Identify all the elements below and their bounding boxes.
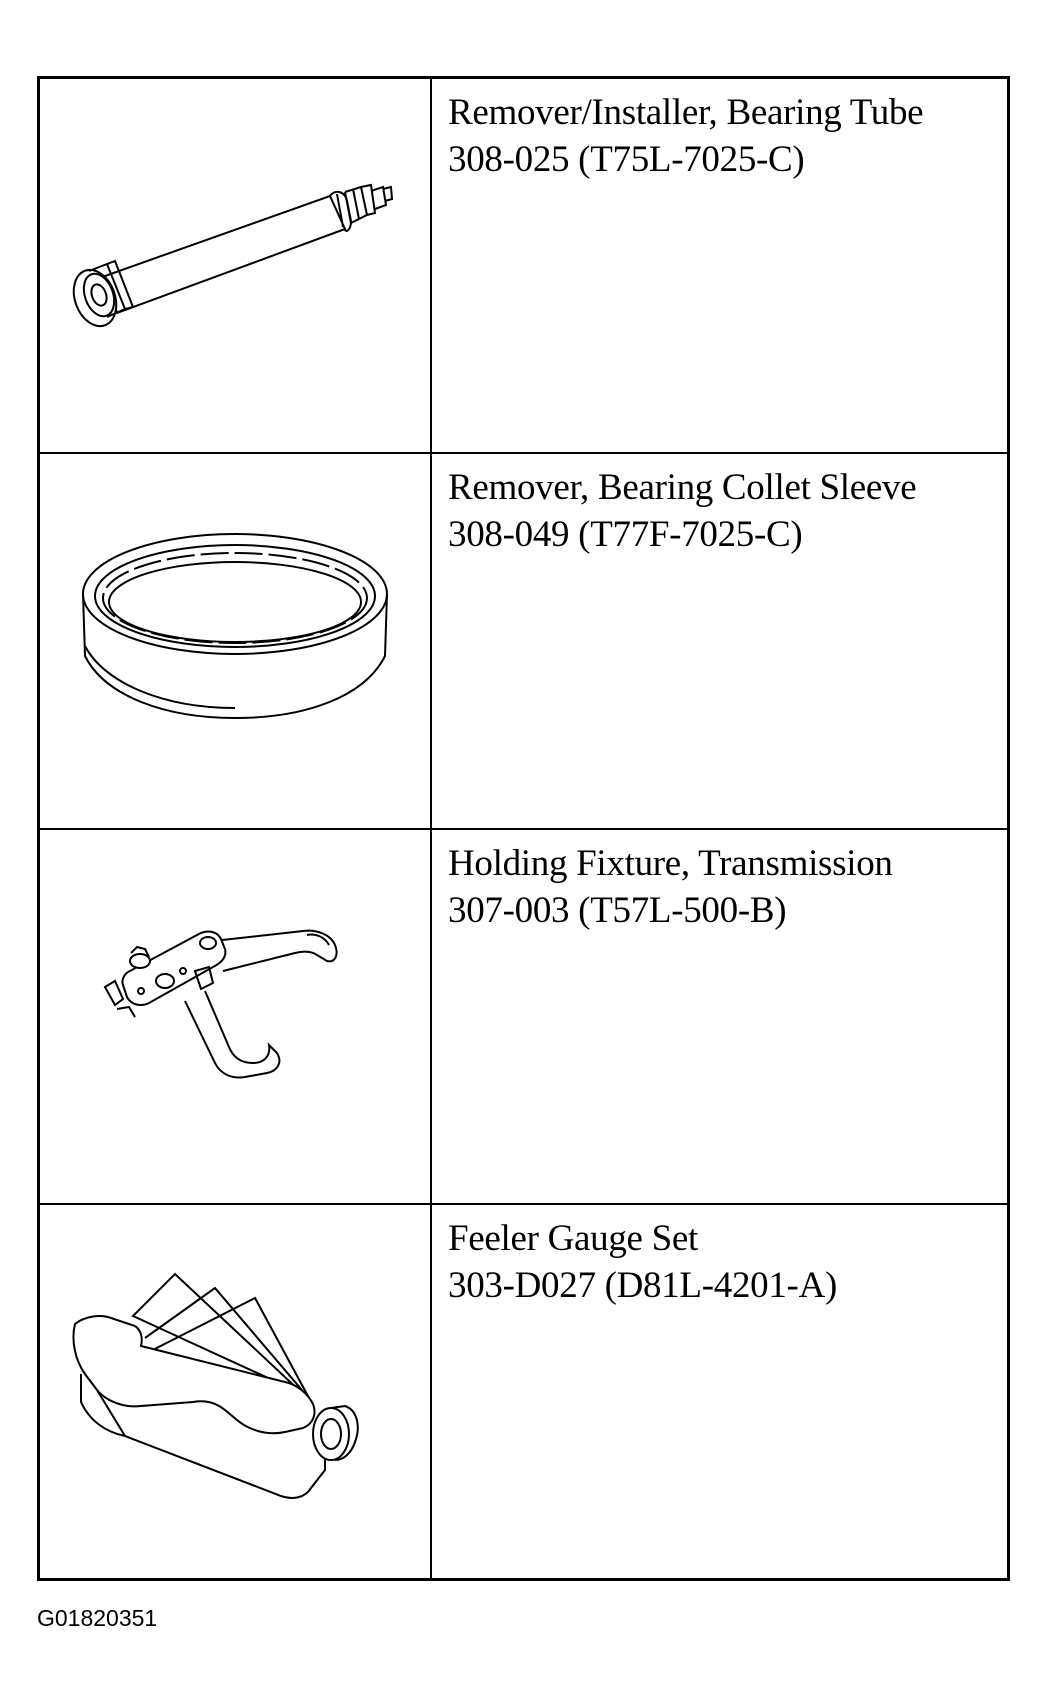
tool-part-number: 303-D027 (D81L-4201-A)	[448, 1264, 838, 1306]
tool-image-cell	[40, 79, 432, 452]
special-tools-table	[37, 76, 1010, 1581]
tool-image-cell	[40, 454, 432, 827]
tool-description	[432, 79, 1007, 452]
tool-image-cell	[40, 1205, 432, 1578]
tool-row	[40, 830, 1007, 1205]
feeler-gauge-icon	[45, 1206, 425, 1576]
tool-name: Remover, Bearing Collet Sleeve	[448, 467, 917, 509]
collet-sleeve-ring-icon	[45, 456, 425, 826]
tool-part-number: 307-003 (T57L-500-B)	[448, 889, 787, 931]
tool-part-number: 308-025 (T75L-7025-C)	[448, 139, 805, 180]
holding-fixture-icon	[45, 831, 425, 1201]
tool-description	[432, 454, 1007, 827]
tool-name: Feeler Gauge Set	[448, 1217, 698, 1259]
tool-row	[40, 79, 1007, 454]
tool-name: Holding Fixture, Transmission	[448, 842, 893, 884]
tool-part-number: 308-049 (T77F-7025-C)	[448, 514, 803, 556]
tool-image-cell	[40, 830, 432, 1203]
tool-description	[432, 1205, 1007, 1578]
bearing-tube-tool-icon	[45, 81, 425, 451]
tool-name: Remover/Installer, Bearing Tube	[448, 92, 924, 133]
tool-description	[432, 830, 1007, 1203]
figure-id: G01820351	[37, 1605, 158, 1631]
tool-row	[40, 454, 1007, 829]
tool-row	[40, 1205, 1007, 1578]
